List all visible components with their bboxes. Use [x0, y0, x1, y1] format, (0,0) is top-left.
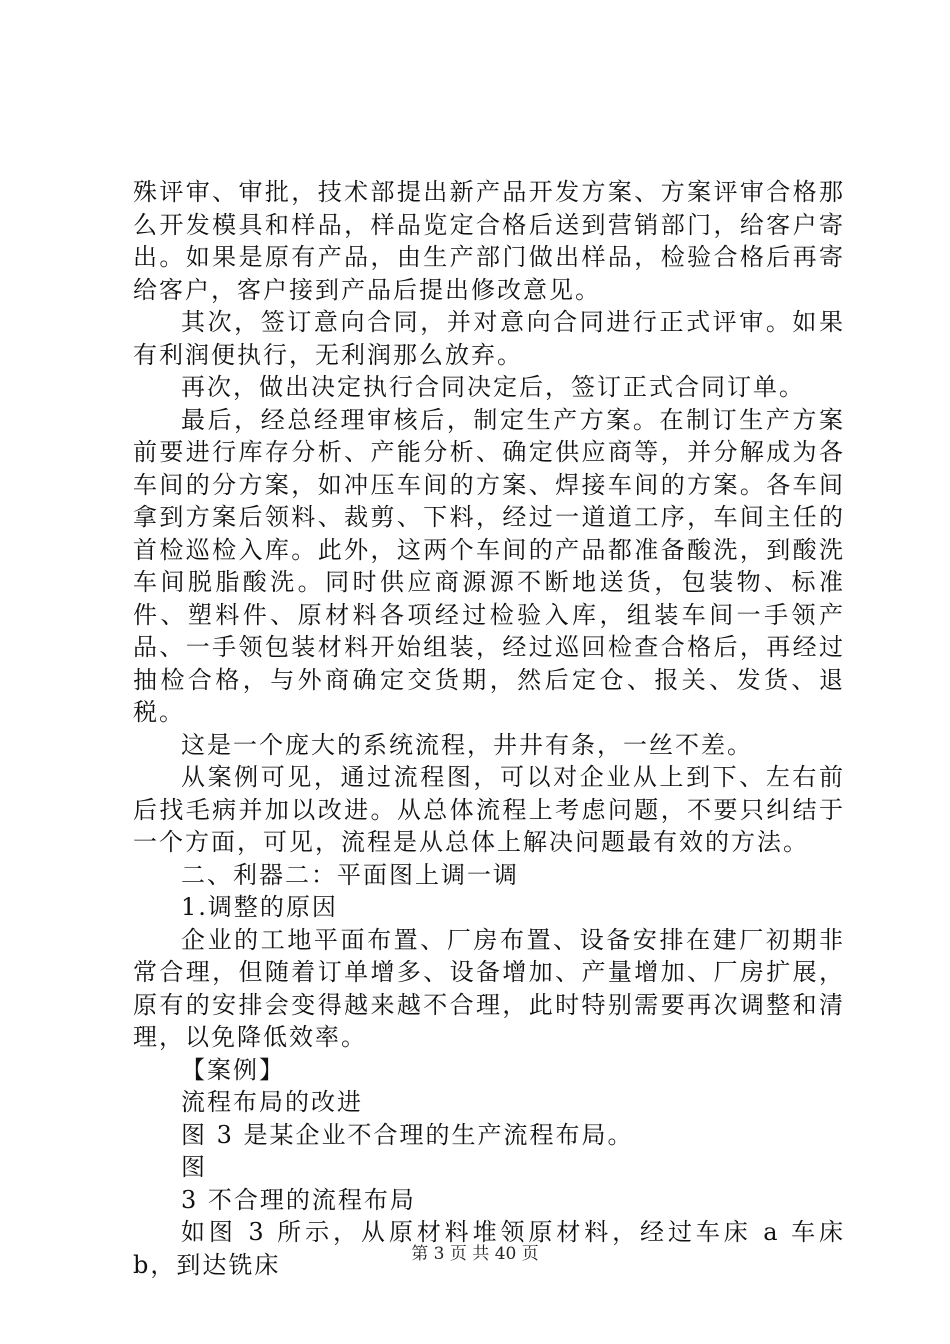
figure-label: 图	[181, 1153, 207, 1181]
paragraph-12: 图 3 是某企业不合理的生产流程布局。	[181, 1120, 634, 1149]
body-text	[133, 176, 845, 1281]
subsection-heading: 1.调整的原因	[181, 893, 338, 921]
paragraph-9: 企业的工地平面布置、厂房布置、设备安排在建厂初期非常合理，但随着订单增多、设备增加、产量增加、厂房扩展，原有的安排会变得越来越不合理，此时特别需要再次调整和清理，以免降低效率。	[133, 925, 845, 1051]
case-label: 【案例】	[181, 1055, 285, 1084]
case-title: 流程布局的改进	[181, 1088, 363, 1116]
figure-caption: 3 不合理的流程布局	[181, 1185, 416, 1214]
page-footer: 第 3 页 共 40 页	[411, 1244, 539, 1264]
paragraph-4: 最后，经总经理审核后，制定生产方案。在制订生产方案前要进行库存分析、产能分析、确定供应商等，并分解成为各车间的分方案，如冲压车间的方案、焊接车间的方案。各车间拿到方案后领料、裁剪、下料，经过一道道工序，车间主任的首检巡检入库。此外，这两个车间的产品都准备酸洗，到酸洗车间脱脂酸洗。同时供应商源源不断地送货，包装物、标准件、塑料件、原材料各项经过检验入库，组装车间一手领产品、一手领包装材料开始组装，经过巡回检查合格后，再经过抽检合格，与外商确定交货期，然后定仓、报关、发货、退税。	[133, 405, 845, 726]
paragraph-3: 再次，做出决定执行合同决定后，签订正式合同订单。	[181, 373, 805, 401]
paragraph-15: 如图 3 所示，从原材料堆领原材料，经过车床 a 车床 b，到达铣床	[133, 1218, 845, 1279]
paragraph-1: 殊评审、审批，技术部提出新产品开发方案、方案评审合格那么开发模具和样品，样品览定合格后送到营销部门，给客户寄出。如果是原有产品，由生产部门做出样品，检验合格后再寄给客户，客户接到产品后提出修改意见。	[133, 178, 845, 304]
paragraph-5: 这是一个庞大的系统流程，井井有条，一丝不差。	[181, 730, 753, 759]
paragraph-6: 从案例可见，通过流程图，可以对企业从上到下、左右前后找毛病并加以改进。从总体流程上考虑问题，不要只纠结于一个方面，可见，流程是从总体上解决问题最有效的方法。	[133, 763, 845, 856]
section-heading: 二、利器二：平面图上调一调	[181, 860, 519, 889]
paragraph-2: 其次，签订意向合同，并对意向合同进行正式评审。如果有利润便执行，无利润那么放弃。	[133, 308, 845, 369]
